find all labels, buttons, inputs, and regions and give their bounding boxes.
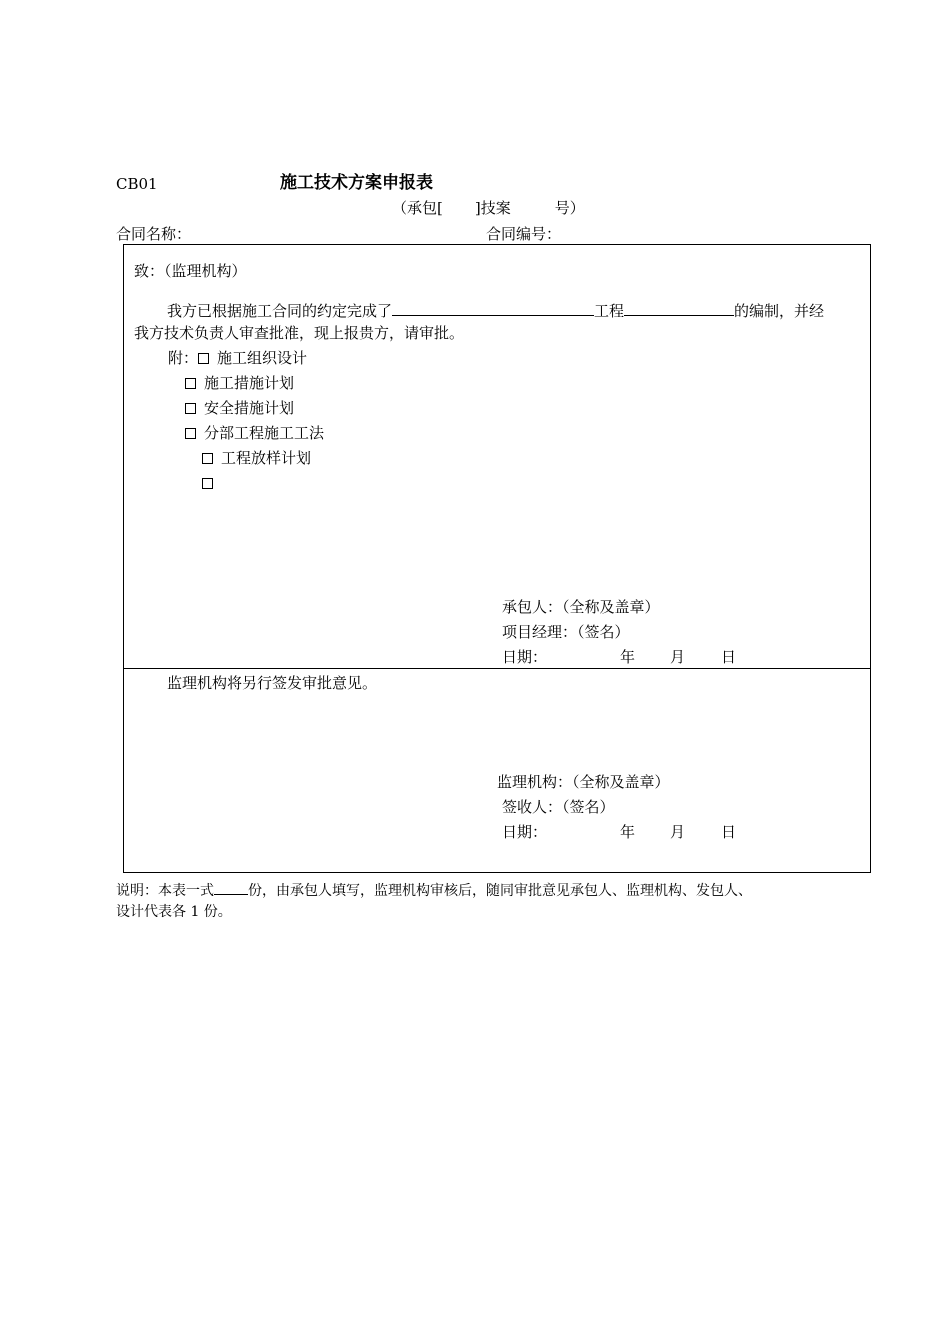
- attachment-text: 施工组织设计: [217, 349, 308, 367]
- note-line-2: 设计代表各 1 份。: [116, 904, 232, 920]
- supervisor-signature-label: 监理机构：（全称及盖章）: [497, 773, 670, 791]
- checkbox-icon[interactable]: [185, 428, 196, 439]
- date-label: 日期：: [502, 648, 548, 666]
- supervisor-opinion: 监理机构将另行签发审批意见。: [167, 674, 378, 692]
- attachment-text: 施工措施计划: [204, 374, 295, 392]
- copies-blank[interactable]: [214, 880, 248, 895]
- date-year-label: 年: [620, 823, 636, 841]
- form-number-suffix: 号）: [554, 199, 585, 217]
- document-name-blank[interactable]: [624, 301, 734, 316]
- contract-no-label: 合同编号：: [486, 225, 562, 243]
- attachment-item-3: [185, 401, 294, 416]
- form-number-prefix: （承包[: [392, 199, 443, 217]
- date-label: 日期：: [502, 823, 548, 841]
- note-text-2: 份，由承包人填写，监理机构审核后，随同审批意见承包人、监理机构、发包人、: [248, 883, 752, 899]
- checkbox-icon[interactable]: [185, 378, 196, 389]
- attachment-text: 安全措施计划: [204, 399, 295, 417]
- form-number-line: [392, 201, 585, 216]
- attachment-item-2: [185, 376, 294, 391]
- body-line-2: 我方技术负责人审查批准，现上报贵方，请审批。: [134, 324, 465, 342]
- date-year-label: 年: [620, 648, 636, 666]
- body-line-1: [167, 301, 824, 319]
- checkbox-icon[interactable]: [185, 403, 196, 414]
- receiver-label: 签收人：（签名）: [502, 798, 615, 816]
- body-text-1: 我方已根据施工合同的约定完成了: [167, 302, 393, 320]
- note-text-1: 说明：本表一式: [116, 883, 214, 899]
- form-number-mid: ]技案: [474, 199, 511, 217]
- attachment-text: 分部工程施工工法: [204, 424, 325, 442]
- date-day-label: 日: [721, 648, 737, 666]
- date-day-label: 日: [721, 823, 737, 841]
- attachment-label: 附：: [168, 349, 199, 367]
- body-text-3: 的编制，并经: [734, 302, 825, 320]
- project-name-blank[interactable]: [392, 301, 594, 316]
- date-month-label: 月: [670, 648, 686, 666]
- attachment-item-4: [185, 426, 324, 441]
- attachment-item-1: [168, 351, 307, 366]
- checkbox-icon[interactable]: [198, 353, 209, 364]
- checkbox-icon[interactable]: [202, 453, 213, 464]
- section-divider: [123, 668, 871, 669]
- checkbox-icon[interactable]: [202, 478, 213, 489]
- note-line-1: [116, 880, 752, 898]
- attachment-item-6: [202, 476, 221, 491]
- date-month-label: 月: [670, 823, 686, 841]
- body-text-2: 工程: [594, 302, 625, 320]
- form-title: 施工技术方案申报表: [280, 173, 433, 193]
- contractor-signature-label: 承包人：（全称及盖章）: [502, 598, 660, 616]
- addressee-line: 致：（监理机构）: [134, 262, 247, 280]
- project-manager-label: 项目经理：（签名）: [502, 623, 630, 641]
- attachment-item-5: [202, 451, 311, 466]
- contract-name-label: 合同名称：: [116, 225, 192, 243]
- form-code: CB01: [116, 175, 158, 193]
- attachment-text: 工程放样计划: [221, 449, 312, 467]
